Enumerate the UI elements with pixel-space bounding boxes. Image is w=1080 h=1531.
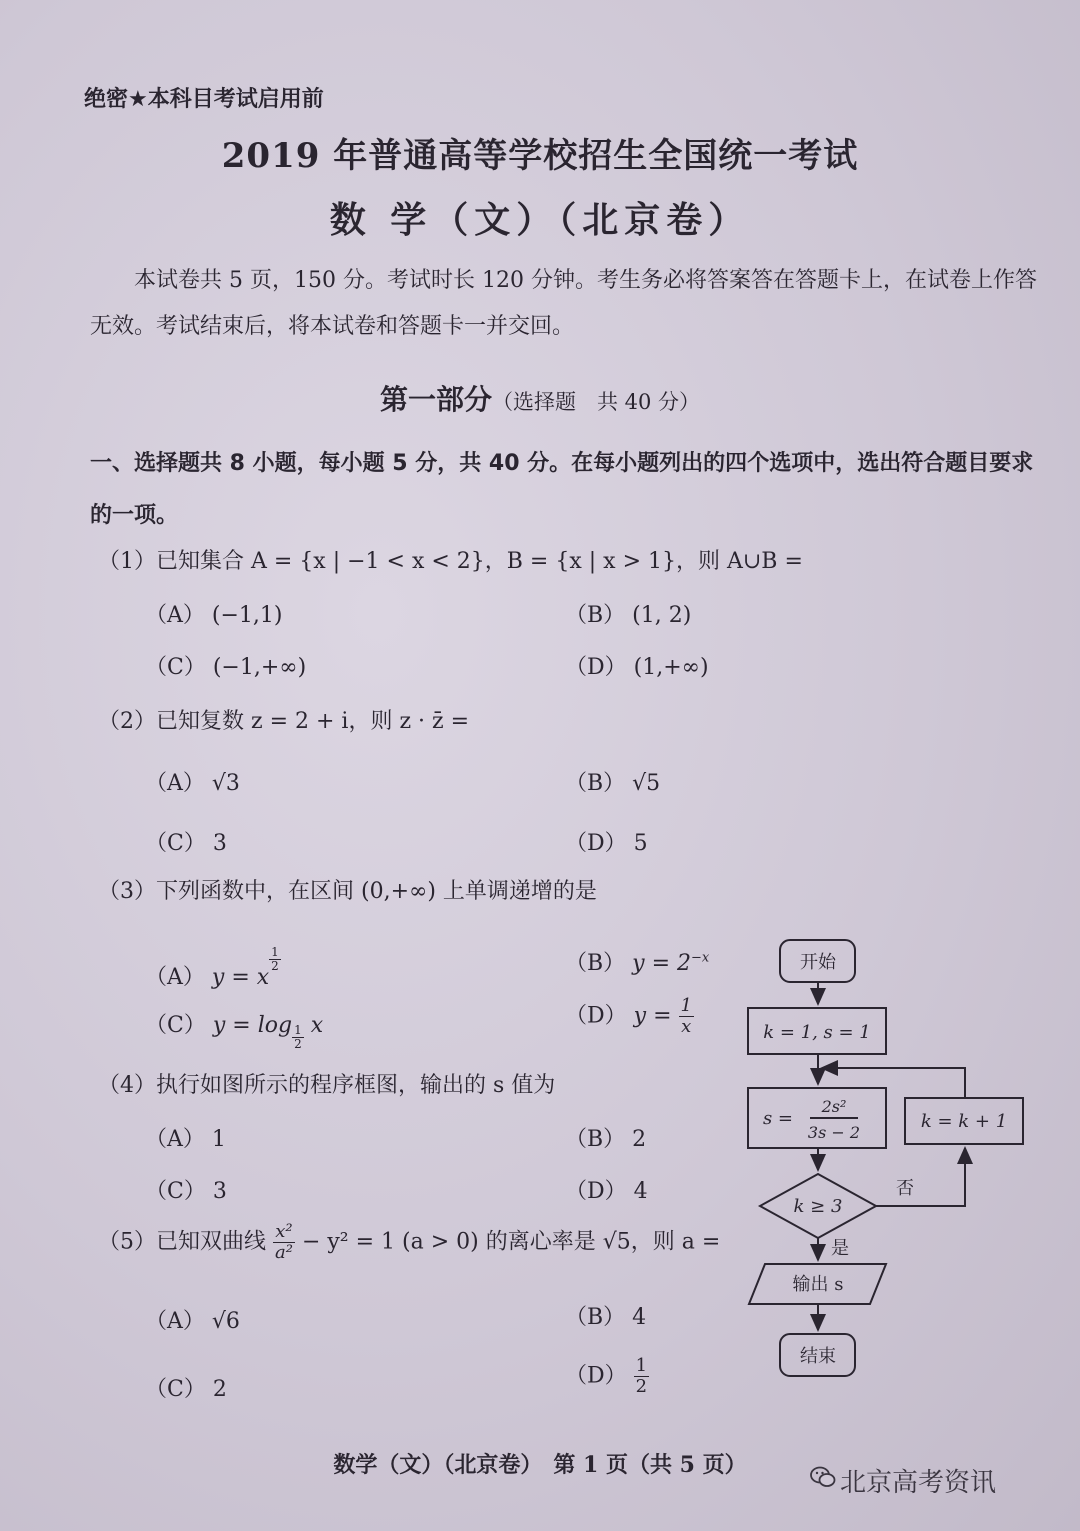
arrow-loop-back: [822, 1068, 965, 1098]
watermark-label: 北京高考资讯: [840, 1468, 997, 1498]
assign-denominator: 3s − 2: [807, 1123, 861, 1142]
increment-label: k = k + 1: [920, 1111, 1008, 1132]
question-4-option-b: （B） 2: [565, 1127, 647, 1152]
instructions: 本试卷共 5 页，150 分。考试时长 120 分钟。考生务必将答案答在答题卡上，在试卷上作答无效。考试结束后，将本试卷和答题卡一并交回。: [90, 268, 1037, 339]
hyperbola-fraction: [273, 1222, 295, 1263]
end-label: 结束: [800, 1346, 836, 1367]
part-heading: [0, 378, 1080, 418]
question-5-option-a: （A） √6: [145, 1309, 240, 1334]
option-fraction: [634, 1356, 649, 1397]
question-1-stem: （1）已知集合 A = {x | −1 < x < 2}，B = {x | x > 1}，则 A∪B =: [98, 549, 803, 574]
option-variable: x: [310, 1013, 324, 1038]
assign-numerator: 2s²: [821, 1097, 847, 1116]
exponent-fraction: [269, 946, 281, 973]
question-2-stem: （2）已知复数 z = 2 + i，则 z · z̄ =: [98, 709, 470, 734]
question-3-stem: （3）下列函数中，在区间 (0,+∞) 上单调递增的是: [98, 879, 597, 904]
question-2-option-b: （B） √5: [565, 771, 661, 796]
option-expression: y = 2: [632, 951, 692, 976]
arrow-no-branch: [876, 1148, 965, 1206]
question-5-option-c: （C） 2: [145, 1377, 227, 1402]
secret-notice: 绝密★本科目考试启用前: [84, 87, 324, 112]
option-label: （A）: [145, 965, 205, 990]
part-note: （选择题 共 40 分）: [491, 390, 701, 414]
question-5-stem: [98, 1222, 720, 1263]
wechat-icon: [810, 1466, 836, 1488]
option-fraction: [679, 996, 694, 1037]
option-label: （C）: [145, 1013, 206, 1038]
question-5-option-b: （B） 4: [565, 1305, 647, 1330]
program-flowchart: [740, 930, 1040, 1390]
yes-label: 是: [831, 1238, 849, 1259]
option-label: （D）: [565, 1003, 627, 1029]
option-expression: y = log: [212, 1013, 293, 1038]
question-3-option-a: [145, 946, 281, 991]
question-4-option-d: （D） 4: [565, 1179, 648, 1204]
question-1-option-c: （C） (−1,+∞): [145, 655, 307, 680]
fraction-numerator: 1: [635, 1355, 648, 1376]
option-exponent: −x: [691, 950, 710, 966]
start-label: 开始: [800, 952, 836, 973]
option-label: （B）: [565, 951, 626, 976]
option-label: （D）: [565, 1363, 627, 1389]
question-3-option-d: [565, 996, 694, 1037]
page-footer: 数学（文）（北京卷） 第 1 页（共 5 页）: [333, 1452, 747, 1478]
question-4-option-a: （A） 1: [145, 1127, 226, 1152]
part-title: 第一部分: [379, 383, 492, 416]
fraction-denominator: 2: [635, 1376, 648, 1397]
question-1-option-a: （A） (−1,1): [145, 603, 283, 628]
exponent-denominator: 2: [271, 959, 279, 973]
assign-lhs: s =: [762, 1108, 794, 1129]
question-2-option-c: （C） 3: [145, 831, 227, 856]
question-1-option-d: （D） (1,+∞): [565, 655, 709, 680]
question-2-option-d: （D） 5: [565, 831, 648, 856]
condition-label: k ≥ 3: [793, 1196, 843, 1217]
no-label: 否: [896, 1178, 914, 1199]
base-denominator: 2: [294, 1037, 302, 1051]
stem-rest: − y² = 1 (a > 0) 的离心率是 √5，则 a =: [301, 1229, 721, 1255]
exam-subtitle: 数 学（文）（北京卷）: [329, 199, 751, 241]
fraction-numerator: 1: [680, 995, 692, 1016]
fraction-denominator: x: [681, 1016, 692, 1037]
stem-prefix: （5）已知双曲线: [98, 1229, 266, 1255]
question-4-stem: （4）执行如图所示的程序框图，输出的 s 值为: [98, 1073, 556, 1098]
question-4-option-c: （C） 3: [145, 1179, 227, 1204]
section-heading: 一、选择题共 8 小题，每小题 5 分，共 40 分。在每小题列出的四个选项中，选出符合题目要求的一项。: [90, 451, 1034, 528]
output-label: 输出 s: [792, 1274, 844, 1295]
fraction-denominator: a²: [275, 1242, 293, 1263]
exam-title: 2019 年普通高等学校招生全国统一考试: [221, 136, 859, 176]
question-3-option-c: [145, 1008, 323, 1051]
question-2-option-a: （A） √3: [145, 771, 240, 796]
init-label: k = 1, s = 1: [763, 1022, 871, 1043]
option-expression: y =: [633, 1003, 672, 1029]
question-1-option-b: （B） (1, 2): [565, 603, 692, 628]
exponent-numerator: 1: [271, 945, 279, 959]
question-3-option-b: [565, 946, 709, 977]
question-5-option-d: [565, 1356, 649, 1397]
fraction-numerator: x²: [273, 1222, 295, 1243]
log-base-fraction: [292, 1024, 304, 1051]
option-expression: y = x: [211, 965, 270, 990]
base-numerator: 1: [294, 1023, 302, 1037]
